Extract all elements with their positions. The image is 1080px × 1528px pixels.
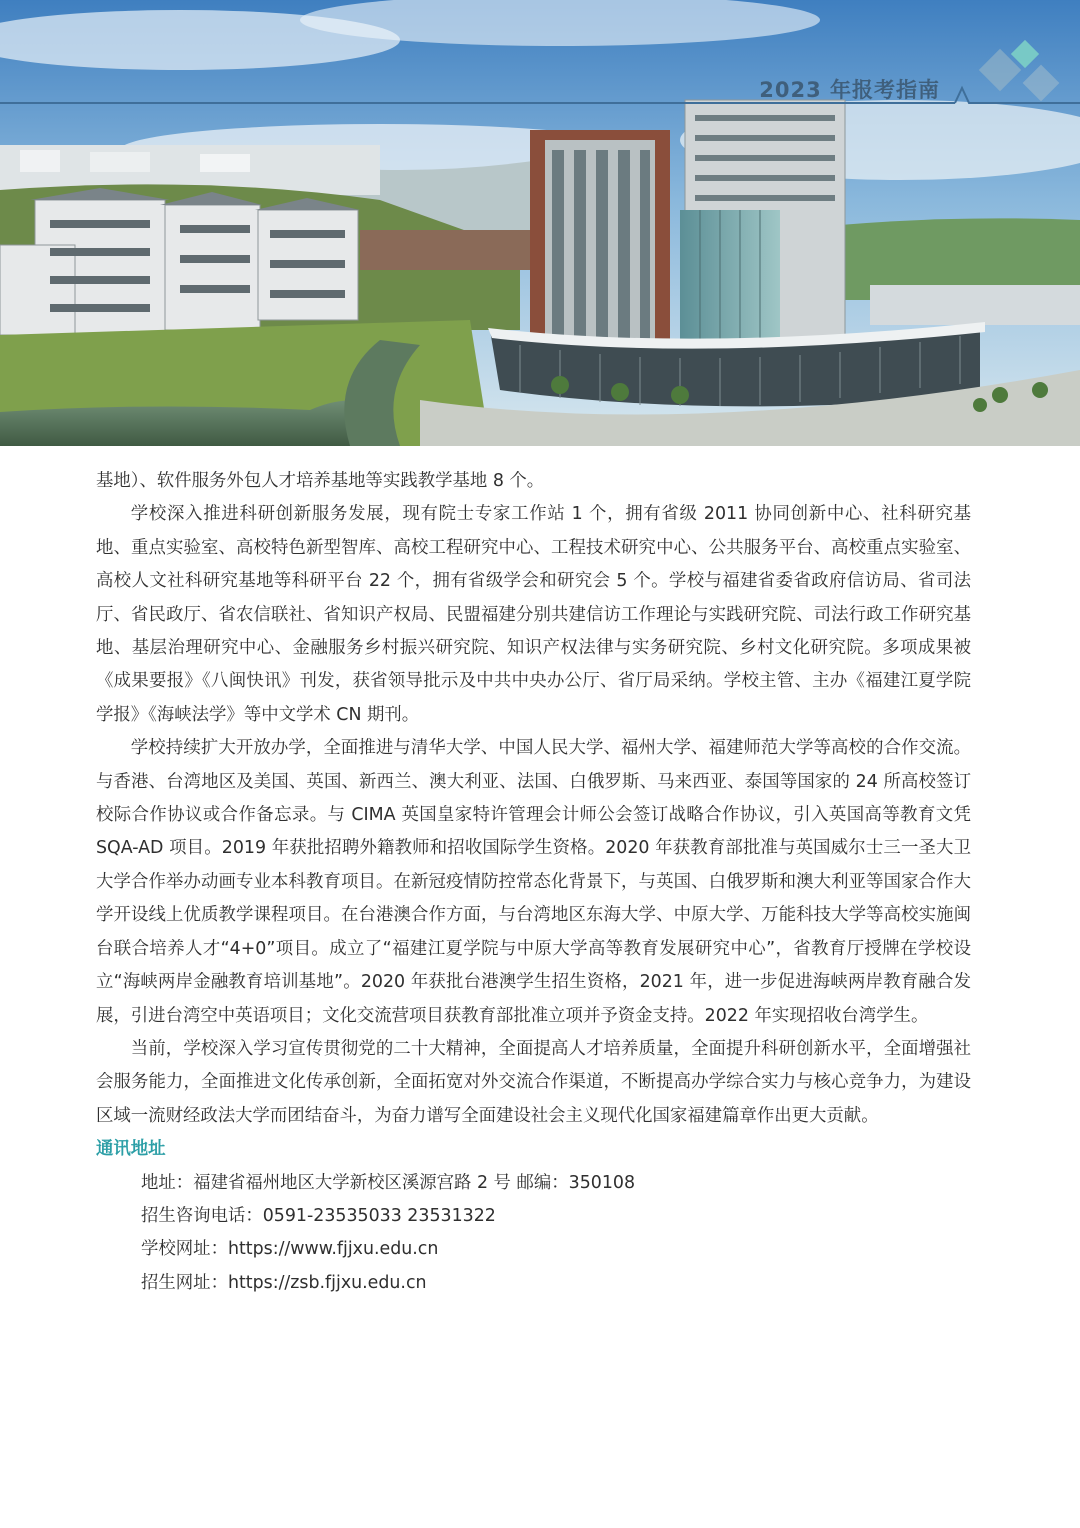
paragraph-research: 学校深入推进科研创新服务发展，现有院士专家工作站 1 个，拥有省级 2011 协同创新中心、社科研究基地、重点实验室、高校特色新型智库、高校工程研究中心、工程技术研究中心、公共服务平台、高校重点实验室、高校人文社科研究基地等科研平台 22 个，拥有省级学会和研究会 5 个。学校与福建省委省政府信访局、省司法厅、省民政厅、省农信联社、省知识产权局、民盟福建分别共建信访工作理论与实践研究院、司法行政工作研究基地、基层治理研究中心、金融服务乡村振兴研究院、知识产权法律与实务研究院、乡村文化研究院。多项成果被《成果要报》《八闽快讯》刊发，获省领导批示及中共中央办公厅、省厅局采纳。学校主管、主办《福建江夏学院学报》《海峡法学》等中文学术 CN 期刊。: [96, 504, 971, 725]
article-body: [96, 465, 971, 1300]
paragraph-outlook: 当前，学校深入学习宣传贯彻党的二十大精神，全面提高人才培养质量，全面提升科研创新水平，全面增强社会服务能力，全面推进文化传承创新，全面拓宽对外交流合作渠道，不断提高办学综合实力与核心竞争力，为建设区域一流财经政法大学而团结奋斗，为奋力谱写全面建设社会主义现代化国家福建篇章作出更大贡献。: [96, 1038, 971, 1126]
contact-phone: 招生咨询电话：0591-23535033 23531322: [141, 1205, 496, 1226]
contact-heading: 通讯地址: [96, 1139, 166, 1160]
paragraph-cooperation: 学校持续扩大开放办学，全面推进与清华大学、中国人民大学、福州大学、福建师范大学等高校的合作交流。与香港、台湾地区及美国、英国、新西兰、澳大利亚、法国、白俄罗斯、马来西亚、泰国等国家的 24 所高校签订校际合作协议或合作备忘录。与 CIMA 英国皇家特许管理会计师公会签订战略合作协议，引入英国高等教育文凭 SQA-AD 项目。2019 年获批招聘外籍教师和招收国际学生资格。2020 年获教育部批准与英国威尔士三一圣大卫大学合作举办动画专业本科教育项目。在新冠疫情防控常态化背景下，与英国、白俄罗斯和澳大利亚等国家合作大学开设线上优质教学课程项目。在台港澳合作方面，与台湾地区东海大学、中原大学、万能科技大学等高校实施闽台联合培养人才“4+0”项目。成立了“福建江夏学院与中原大学高等教育发展研究中心”，省教育厅授牌在学校设立“海峡两岸金融教育培训基地”。2020 年获批台港澳学生招生资格，2021 年，进一步促进海峡两岸教育融合发展，引进台湾空中英语项目；文化交流营项目获教育部批准立项并予资金支持。2022 年实现招收台湾学生。: [96, 738, 971, 1026]
campus-banner: [0, 0, 1080, 446]
campus-photo: [0, 0, 1080, 446]
paragraph-continuation: 基地）、软件服务外包人才培养基地等实践教学基地 8 个。: [96, 471, 545, 491]
contact-address: 地址：福建省福州地区大学新校区溪源宫路 2 号 邮编：350108: [141, 1172, 636, 1193]
school-website-link[interactable]: 学校网址：https://www.fjjxu.edu.cn: [141, 1239, 439, 1260]
admission-website-link[interactable]: 招生网址：https://zsb.fjjxu.edu.cn: [141, 1272, 427, 1293]
guide-title: 2023 年报考指南: [759, 78, 940, 102]
